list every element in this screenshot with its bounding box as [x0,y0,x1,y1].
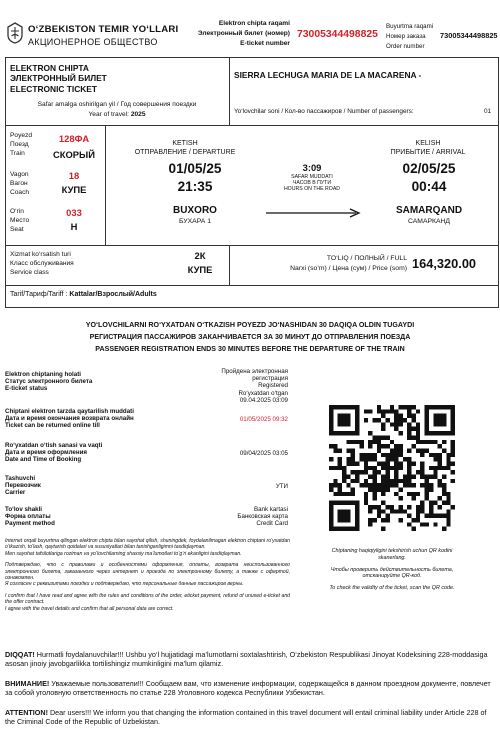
arrival-time: 00:44 [411,179,447,194]
payment-value [190,506,288,528]
registration-notice-uz: YO‘LOVCHILARNI RO‘YXATDAN O‘TKAZISH POYEZD JO‘NASHIDAN 30 DAQIQA OLDIN TUGAYDI [85,321,415,329]
wagon-label-uz: Vagon [10,171,29,178]
qr-caption-ru: Чтобы проверить действительность билета, отсканируйте QR-код. [330,566,454,580]
ticket-title [10,63,107,94]
fineprint-uz-2: Men sayohat tafsilotlariga roziman va yo‘lovchilarning shaxsiy ma’lumotlari to‘g‘ri ekanligini tasdiqlayman. [5,550,242,557]
booking-value: 09/04/2025 03:05 [239,450,288,457]
warning-uz-text: Hurmatli foydalanuvchilar!!! Ushbu yo‘l hujjatidagi ma’lumotlarni soxtalashtirish, O‘zbekiston Respublikasi Jinoyat Kodeksining 228-moddasiga asosan jinoiy javobgarlikka tortilishingiz mumkinligini ma’lum qilamiz. [5,650,488,668]
seat-label [10,207,29,235]
arrival-label [358,139,498,157]
passenger-count: 01 [484,108,492,115]
travel-year-value: 2025 [130,111,146,118]
seat-number: 033 [66,207,82,218]
ticket-title-en: ELECTRONIC TICKET [10,83,98,94]
warning-en-title: ATTENTION! [5,708,48,717]
tariff-value: Kattalar/Взрослый/Adults [69,291,157,298]
booking-label-en: Date and Time of Booking [5,456,82,464]
qr-caption-uz: Chiptaning haqiqiyligini tekshirish uchun QR kodini skanerlang. [331,548,453,561]
warning-uz [5,650,495,668]
wagon-label-ru: Вагон [10,180,28,188]
departure-date: 01/05/25 [168,161,222,176]
status-value-en: Registered [258,382,288,390]
price-value: 164,320.00 [412,256,477,271]
refund-label [5,408,134,430]
departure-label [110,139,260,157]
refund-label-uz: Chiptani elektron tarzda qaytarilish muddati [5,408,134,415]
service-label-ru: Класс обслуживания [10,260,74,268]
refund-value: 01/05/2025 09:32 [239,416,288,423]
carrier-label [5,475,41,497]
eticket-label [160,19,290,50]
eticket-number: 73005344498825 [297,29,378,40]
fineprint-uz-1: Internet orqali buyurtma qilingan elektron chipta bilan sayohat qilish, shuningdek, foydalanilmagan elektron chiptani ro‘yxatdan o‘tkazish, to‘lash, qaytarish qoidalari va xususiyatlari bilan tanishganligimni tasdiqlayman. [5,538,290,551]
fineprint-en-1: I confirm that I have read and agree with the rules and conditions of the order, eticket payment, refund of unused e-ticket and the offer contract. [5,592,290,606]
service-label-en: Service class [10,269,49,277]
payment-label-en: Payment method [5,520,55,528]
payment-label [5,506,55,528]
order-number: 73005344498825 [440,31,498,40]
travel-duration-note-uz: SAFAR MUDDATI [291,174,333,180]
refund-label-en: Ticket can be returned online till [5,422,100,430]
price-labels [232,254,407,273]
travel-duration-note-ru: ЧАСОВ В ПУТИ [292,180,332,187]
status-value-uz: Ro‘yxatdan o‘tgan [238,389,288,397]
payment-value-ru: Банковская карта [237,513,288,521]
order-label-ru: Номер заказа [386,33,426,41]
tariff-label: Tarif/Тариф/Tariff : [10,291,68,298]
registration-notice-ru: РЕГИСТРАЦИЯ ПАССАЖИРОВ ЗАКАНЧИВАЕТСЯ ЗА 30 МИНУТ ДО ОТПРАВЛЕНИЯ ПОЕЗДА [89,333,411,341]
service-code: 2К [194,250,206,261]
service-label [10,250,74,278]
status-label [5,371,92,393]
ticket-title-uz: ELEKTRON CHIPTA [10,63,89,73]
warning-en [5,708,495,726]
tariff [10,291,157,298]
status-label-ru: Статус электронного билета [5,378,93,386]
status-value-date: 09.04.2025 03:09 [239,396,288,404]
travel-year-line: Safar amalga oshirilgan yil / Год совершения поездки [37,101,197,108]
train-label-uz: Poyezd [10,132,32,139]
registration-notice [0,319,500,355]
fineprint [5,538,290,612]
arrival-station: SAMARQAND [395,205,463,216]
carrier-label-ru: Перевозчик [5,482,41,490]
warning-ru-text: Уважаемые пользователи!!! Сообщаем вам, что изменение информации, содержащейся в данном проездном документе, повлечет за собой уголовную ответственность по статье 228 Уголовного кодекса Республики Узбекистан. [5,679,491,697]
booking-label-uz: Ro‘yxatdan o‘tish sanasi va vaqti [5,442,103,449]
departure-label-uz: KETISH [172,140,198,147]
wagon-number: 18 [68,170,80,181]
company-name-uz: O‘ZBEKISTON TEMIR YO‘LLARI [28,24,179,35]
train-type: СКОРЫЙ [53,149,95,160]
arrival-date: 02/05/25 [402,161,456,176]
route-arrow-icon [266,208,362,218]
status-label-en: E-ticket status [5,385,48,393]
passenger-name: SIERRA LECHUGA MARIA DE LA MACARENA - [234,70,422,80]
refund-label-ru: Дата и время окончания возврата онлайн [5,415,134,423]
carrier-label-en: Carrier [5,489,26,497]
eticket-label-en: E-ticket number [240,40,290,48]
carrier-label-uz: Tashuvchi [5,475,36,482]
travel-duration: 3:09 [302,162,322,173]
service-name: КУПЕ [187,264,213,275]
qr-caption [322,548,462,592]
ticket-title-ru: ЭЛЕКТРОННЫЙ БИЛЕТ [10,73,107,84]
train-label-en: Train [10,150,25,158]
qr-caption-en: To check the validity of the ticket, scan the QR code. [329,585,455,592]
arrival-station-ru: САМАРКАНД [407,218,451,225]
status-value-ru: Пройдена электронная регистрация [221,368,288,383]
departure-station: BUXORO [173,205,217,216]
fineprint-ru-1: Подтверждаю, что с правилами и особенностями оформления, оплаты, возврата неиспользованного электронного билета, заказанного через интернет и проезда по электронному билету, а также с офертой, ознакомлен. [5,562,290,582]
arrival-label-ru: ПРИБЫТИЕ / ARRIVAL [390,149,466,156]
payment-label-uz: To‘lov shakli [5,506,43,513]
train-label [10,131,32,159]
status-label-uz: Elektron chiptaning holati [5,371,81,378]
warning-uz-title: DIQQAT! [5,650,35,659]
seat-type: Н [70,221,78,232]
seat-label-ru: Место [10,217,30,225]
seat-label-uz: O‘rin [10,208,24,215]
company-logo [6,22,24,44]
eticket-label-ru: Электронный билет (номер) [197,30,290,38]
price-label-full: TO‘LIQ / ПОЛНЫЙ / FULL [326,255,407,262]
payment-value-en: Credit Card [256,520,288,528]
travel-duration-note [276,174,348,193]
warning-ru-title: ВНИМАНИЕ! [5,679,50,688]
registration-notice-en: PASSENGER REGISTRATION ENDS 30 MINUTES BEFORE THE DEPARTURE OF THE TRAIN [95,345,405,353]
travel-year [6,111,228,118]
departure-time: 21:35 [177,179,213,194]
departure-station-ru: БУХАРА 1 [179,218,211,225]
service-label-uz: Xizmat ko‘rsatish turi [10,251,71,258]
price-label-currency: Narxi (so‘m) / Цена (сум) / Price (som) [290,264,407,272]
payment-label-ru: Форма оплаты [5,513,51,521]
wagon-label-en: Coach [10,189,30,197]
verification-qr-code [329,405,455,531]
warning-en-text: Dear users!!! We inform you that changing the information contained in this travel document will entail criminal liability under Article 228 of the Criminal Code of the Republic of Uzbekistan. [5,708,487,726]
eticket-label-uz: Elektron chipta raqami [218,20,290,27]
wagon-type: КУПЕ [61,184,87,195]
travel-year-label: Year of travel: [88,111,129,118]
arrival-label-uz: KELISH [415,140,441,147]
carrier-value: УТИ [275,483,288,490]
order-label-en: Order number [386,43,425,51]
status-value [190,368,288,404]
seat-label-en: Seat [10,226,24,234]
company-name-ru: АКЦИОНЕРНОЕ ОБЩЕСТВО [28,37,158,47]
booking-label-ru: Дата и время оформления [5,449,88,457]
travel-duration-note-en: HOURS ON THE ROAD [283,186,341,193]
wagon-label [10,170,29,198]
fineprint-en-2: I agree with the travel details and confirm that all personal data are correct. [5,605,174,612]
booking-label [5,442,102,464]
passenger-count-label: Yo‘lovchilar soni / Кол-во пассажиров / Number of passengers: [234,108,414,115]
fineprint-ru-2: Я согласен с реквизитами поездки и подтверждаю, что персональные данные пассажиров верны. [5,581,244,588]
train-label-ru: Поезд [10,141,29,149]
payment-value-uz: Bank kartasi [253,506,288,513]
order-label-uz: Buyurtma raqami [386,23,434,30]
warning-ru [5,679,495,697]
train-number: 128ФА [58,133,90,144]
departure-label-ru: ОТПРАВЛЕНИЕ / DEPARTURE [134,149,236,156]
order-label [386,22,446,53]
